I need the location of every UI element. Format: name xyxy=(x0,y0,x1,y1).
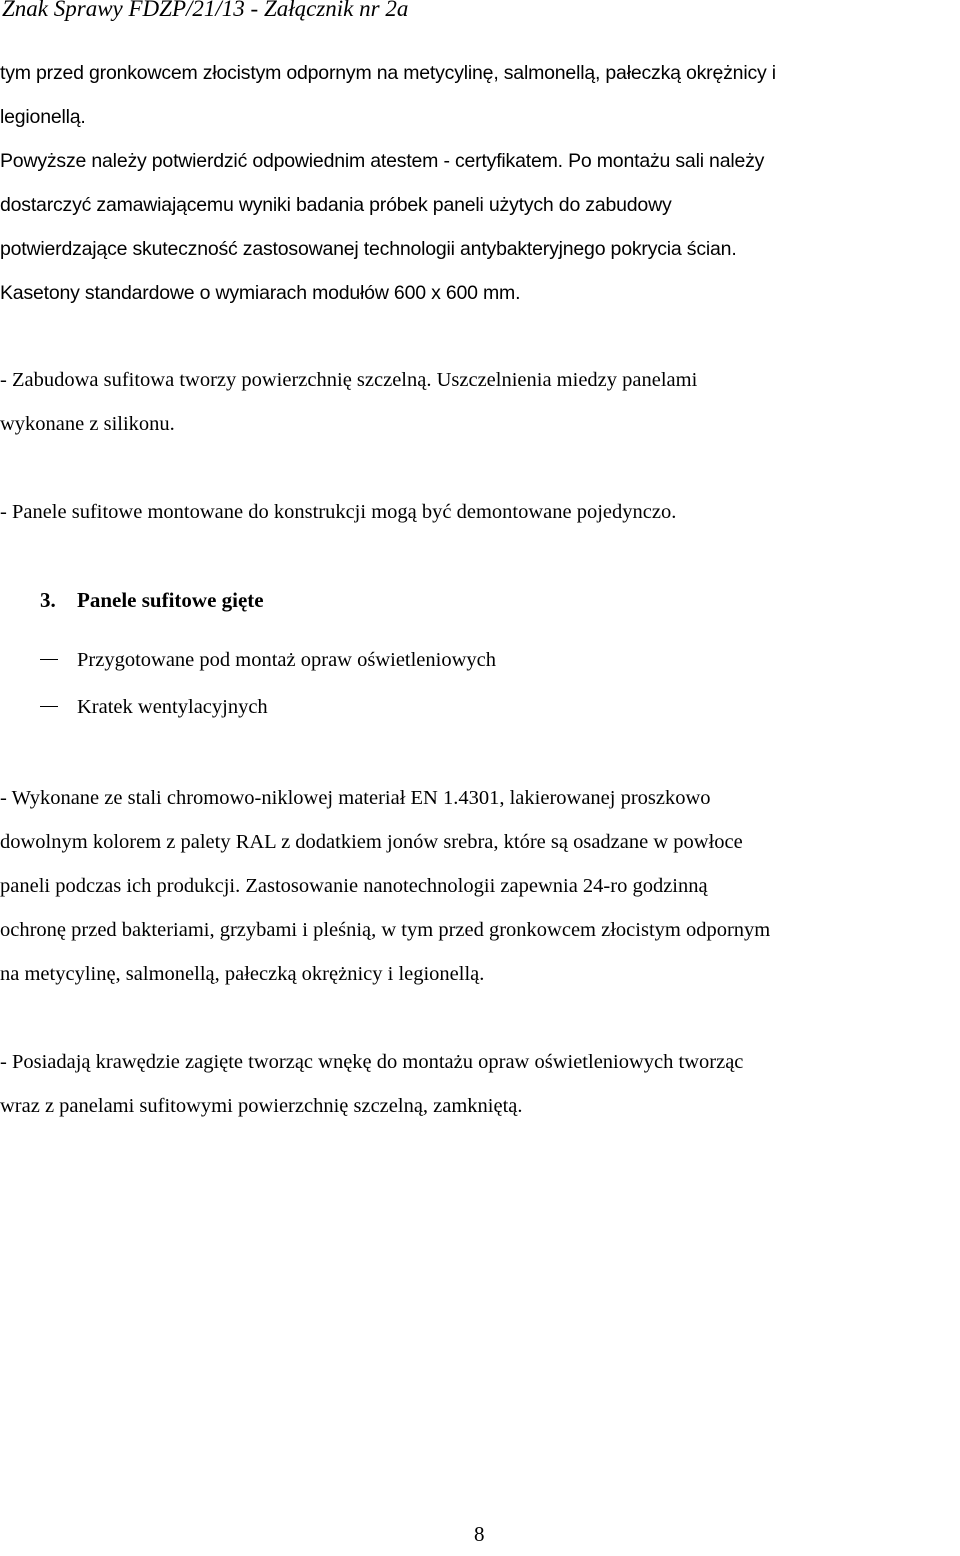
text-line: wykonane z silikonu. xyxy=(0,413,175,435)
bullet-text: Kratek wentylacyjnych xyxy=(77,696,268,718)
text-line: potwierdzające skuteczność zastosowanej technologii antybakteryjnego pokrycia ścian. xyxy=(0,238,737,260)
text-line: - Wykonane ze stali chromowo-niklowej materiał EN 1.4301, lakierowanej proszkowo xyxy=(0,787,711,809)
text-line: tym przed gronkowcem złocistym odpornym na metycylinę, salmonellą, pałeczką okrężnicy i xyxy=(0,62,776,84)
text-line: legionellą. xyxy=(0,106,86,128)
text-line: dowolnym kolorem z palety RAL z dodatkiem jonów srebra, które są osadzane w powłoce xyxy=(0,831,743,853)
text-line: na metycylinę, salmonellą, pałeczką okrężnicy i legionellą. xyxy=(0,963,485,985)
section-number: 3. xyxy=(40,588,56,612)
edges-paragraph xyxy=(0,1040,743,1128)
intro-paragraph xyxy=(0,51,776,315)
text-line: - Zabudowa sufitowa tworzy powierzchnię szczelną. Uszczelnienia miedzy panelami xyxy=(0,369,698,391)
section-title: Panele sufitowe gięte xyxy=(77,588,264,612)
bullet-item xyxy=(0,638,640,682)
text-line: - Panele sufitowe montowane do konstrukcji mogą być demontowane pojedynczo. xyxy=(0,501,677,523)
text-line: dostarczyć zamawiającemu wyniki badania próbek paneli użytych do zabudowy xyxy=(0,194,672,216)
material-paragraph xyxy=(0,776,770,996)
mounting-paragraph xyxy=(0,490,676,534)
text-line: Kasetony standardowe o wymiarach modułów 600 x 600 mm. xyxy=(0,282,521,304)
text-line: wraz z panelami sufitowymi powierzchnię szczelną, zamkniętą. xyxy=(0,1095,523,1117)
page-number: 8 xyxy=(474,1522,485,1546)
bullet-item xyxy=(0,685,640,729)
text-line: paneli podczas ich produkcji. Zastosowanie nanotechnologii zapewnia 24-ro godzinną xyxy=(0,875,708,897)
text-line: Powyższe należy potwierdzić odpowiednim atestem - certyfikatem. Po montażu sali należy xyxy=(0,150,765,172)
sealing-paragraph xyxy=(0,358,697,446)
dash-bullet-icon xyxy=(40,659,58,660)
document-header: Znak Sprawy FDZP/21/13 - Załącznik nr 2a xyxy=(2,0,409,21)
bullet-text: Przygotowane pod montaż opraw oświetleniowych xyxy=(77,649,497,671)
text-line: - Posiadają krawędzie zagięte tworząc wnękę do montażu opraw oświetleniowych tworząc xyxy=(0,1051,744,1073)
text-line: ochronę przed bakteriami, grzybami i pleśnią, w tym przed gronkowcem złocistym odpornym xyxy=(0,919,771,941)
dash-bullet-icon xyxy=(40,706,58,707)
